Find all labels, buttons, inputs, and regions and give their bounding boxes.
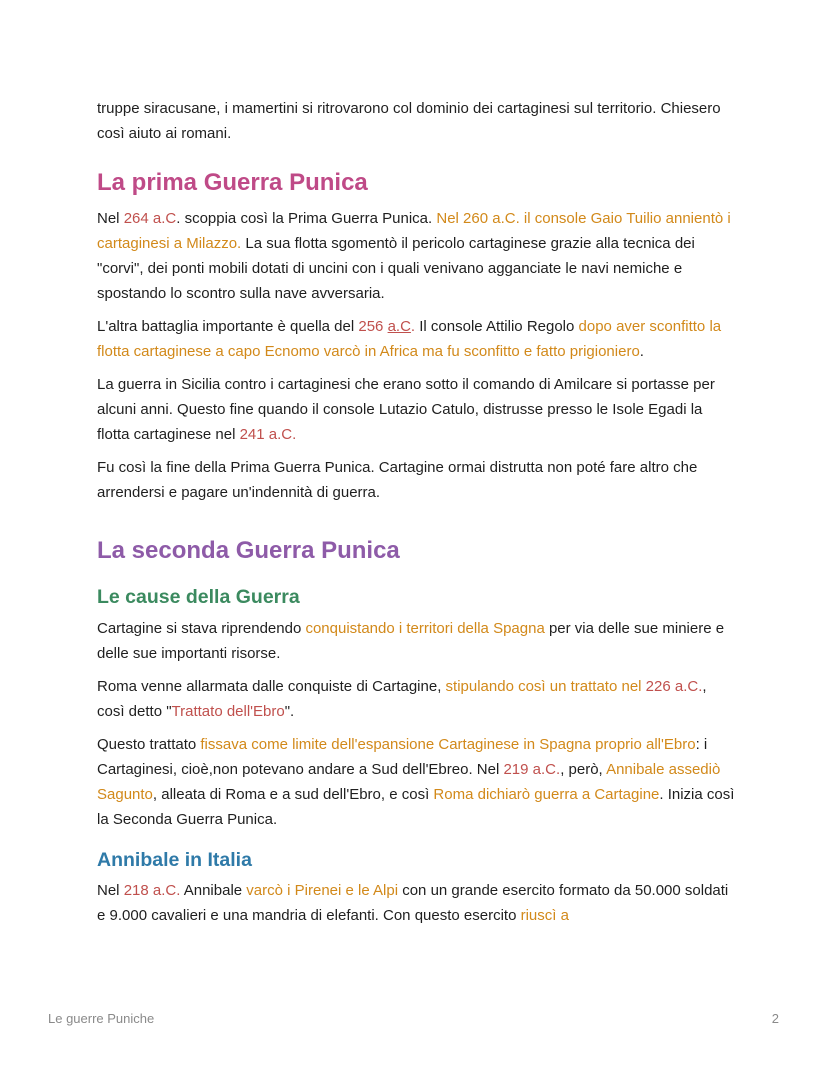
heading-annibale-italia: Annibale in Italia <box>97 849 252 871</box>
prima-paragraph-4: Fu così la fine della Prima Guerra Punica. Cartagine ormai distrutta non poté fare altro che arrendersi e pagare un'indennità di guerra. <box>97 459 698 501</box>
event-highlight: Trattato dell'Ebro <box>171 703 285 720</box>
text-run: La guerra in Sicilia contro i cartaginesi che erano sotto il comando di Amilcare si portasse per alcuni anni. Questo fine quando il console Lutazio Catulo, distrusse presso le Isole Egadi la flotta cartaginese nel <box>97 376 715 443</box>
event-highlight: fissava come limite dell'espansione Cartaginese in Spagna proprio all'Ebro <box>200 736 696 753</box>
date-highlight: 219 a.C. <box>503 761 561 778</box>
text-run: La sua flotta sgomentò il pericolo cartaginese grazie alla tecnica dei "corvi", dei ponti mobili dotati di uncini con i quali venivano agganciate le navi nemiche e spostando lo scontro sulla nave avversaria. <box>97 235 695 302</box>
heading-seconda-guerra: La seconda Guerra Punica <box>97 537 400 564</box>
text-run: Cartagine si stava riprendendo <box>97 620 306 637</box>
event-highlight: Nel 260 a.C. il console Gaio Tuilio annientò i cartaginesi a Milazzo. <box>97 210 731 252</box>
text-run: . Inizia così la Seconda Guerra Punica. <box>97 786 735 828</box>
event-highlight: varcò i Pirenei e le Alpi <box>246 882 399 899</box>
date-link[interactable]: a.C <box>387 318 411 335</box>
text-run: , alleata di Roma e a sud dell'Ebro, e così <box>152 786 434 803</box>
intro-paragraph: truppe siracusane, i mamertini si ritrovarono col dominio dei cartaginesi sul territorio. Chiesero così aiuto ai romani. <box>97 100 721 142</box>
prima-paragraph-1 <box>97 206 737 306</box>
event-highlight: stipulando così un trattato nel <box>445 678 646 695</box>
footer-title: Le guerre Puniche <box>48 1011 155 1026</box>
event-highlight: dopo aver sconfitto la flotta cartaginese a capo Ecnomo varcò in Africa ma fu sconfitto e fatto prigioniero <box>97 318 722 360</box>
document-body <box>97 96 737 936</box>
heading-prima-guerra: La prima Guerra Punica <box>97 169 368 196</box>
event-highlight: riuscì a <box>520 907 569 924</box>
text-run: Il console Attilio Regolo <box>415 318 579 335</box>
date-highlight: 241 a.C. <box>239 426 297 443</box>
text-run: Annibale <box>180 882 247 899</box>
prima-paragraph-3 <box>97 372 737 447</box>
text-run: con un grande esercito formato da 50.000 soldati e 9.000 cavalieri e una mandria di elefanti. Con questo esercito <box>97 882 729 924</box>
date-highlight: . <box>410 318 416 335</box>
text-run: Nel <box>97 210 124 227</box>
text-run: . <box>639 343 644 360</box>
cause-paragraph-3 <box>97 732 737 832</box>
date-highlight: 226 a.C. <box>645 678 703 695</box>
date-highlight: 218 a.C. <box>123 882 181 899</box>
text-run: Roma venne allarmata dalle conquiste di Cartagine, <box>97 678 446 695</box>
text-run: ". <box>284 703 295 720</box>
annibale-paragraph-1 <box>97 878 737 928</box>
event-highlight: Roma dichiarò guerra a Cartagine <box>433 786 660 803</box>
text-run: L'altra battaglia importante è quella del <box>97 318 359 335</box>
heading-cause-guerra: Le cause della Guerra <box>97 586 300 608</box>
event-highlight: Annibale assediò Sagunto <box>97 761 721 803</box>
text-run: . scoppia così la Prima Guerra Punica. <box>176 210 437 227</box>
prima-paragraph-2 <box>97 314 737 364</box>
text-run: , però, <box>560 761 607 778</box>
text-run: per via delle sue miniere e delle sue importanti risorse. <box>97 620 725 662</box>
text-run: : i Cartaginesi, cioè,non potevano andare a Sud dell'Ebreo. Nel <box>97 736 708 778</box>
cause-paragraph-1 <box>97 616 737 666</box>
event-highlight: conquistando i territori della Spagna <box>305 620 545 637</box>
text-run: , così detto " <box>97 678 707 720</box>
text-run: Questo trattato <box>97 736 201 753</box>
page-number: 2 <box>771 1011 779 1026</box>
text-run: Nel <box>97 882 124 899</box>
date-highlight: 264 a.C <box>123 210 177 227</box>
date-highlight: 256 <box>358 318 384 335</box>
cause-paragraph-2 <box>97 674 737 724</box>
